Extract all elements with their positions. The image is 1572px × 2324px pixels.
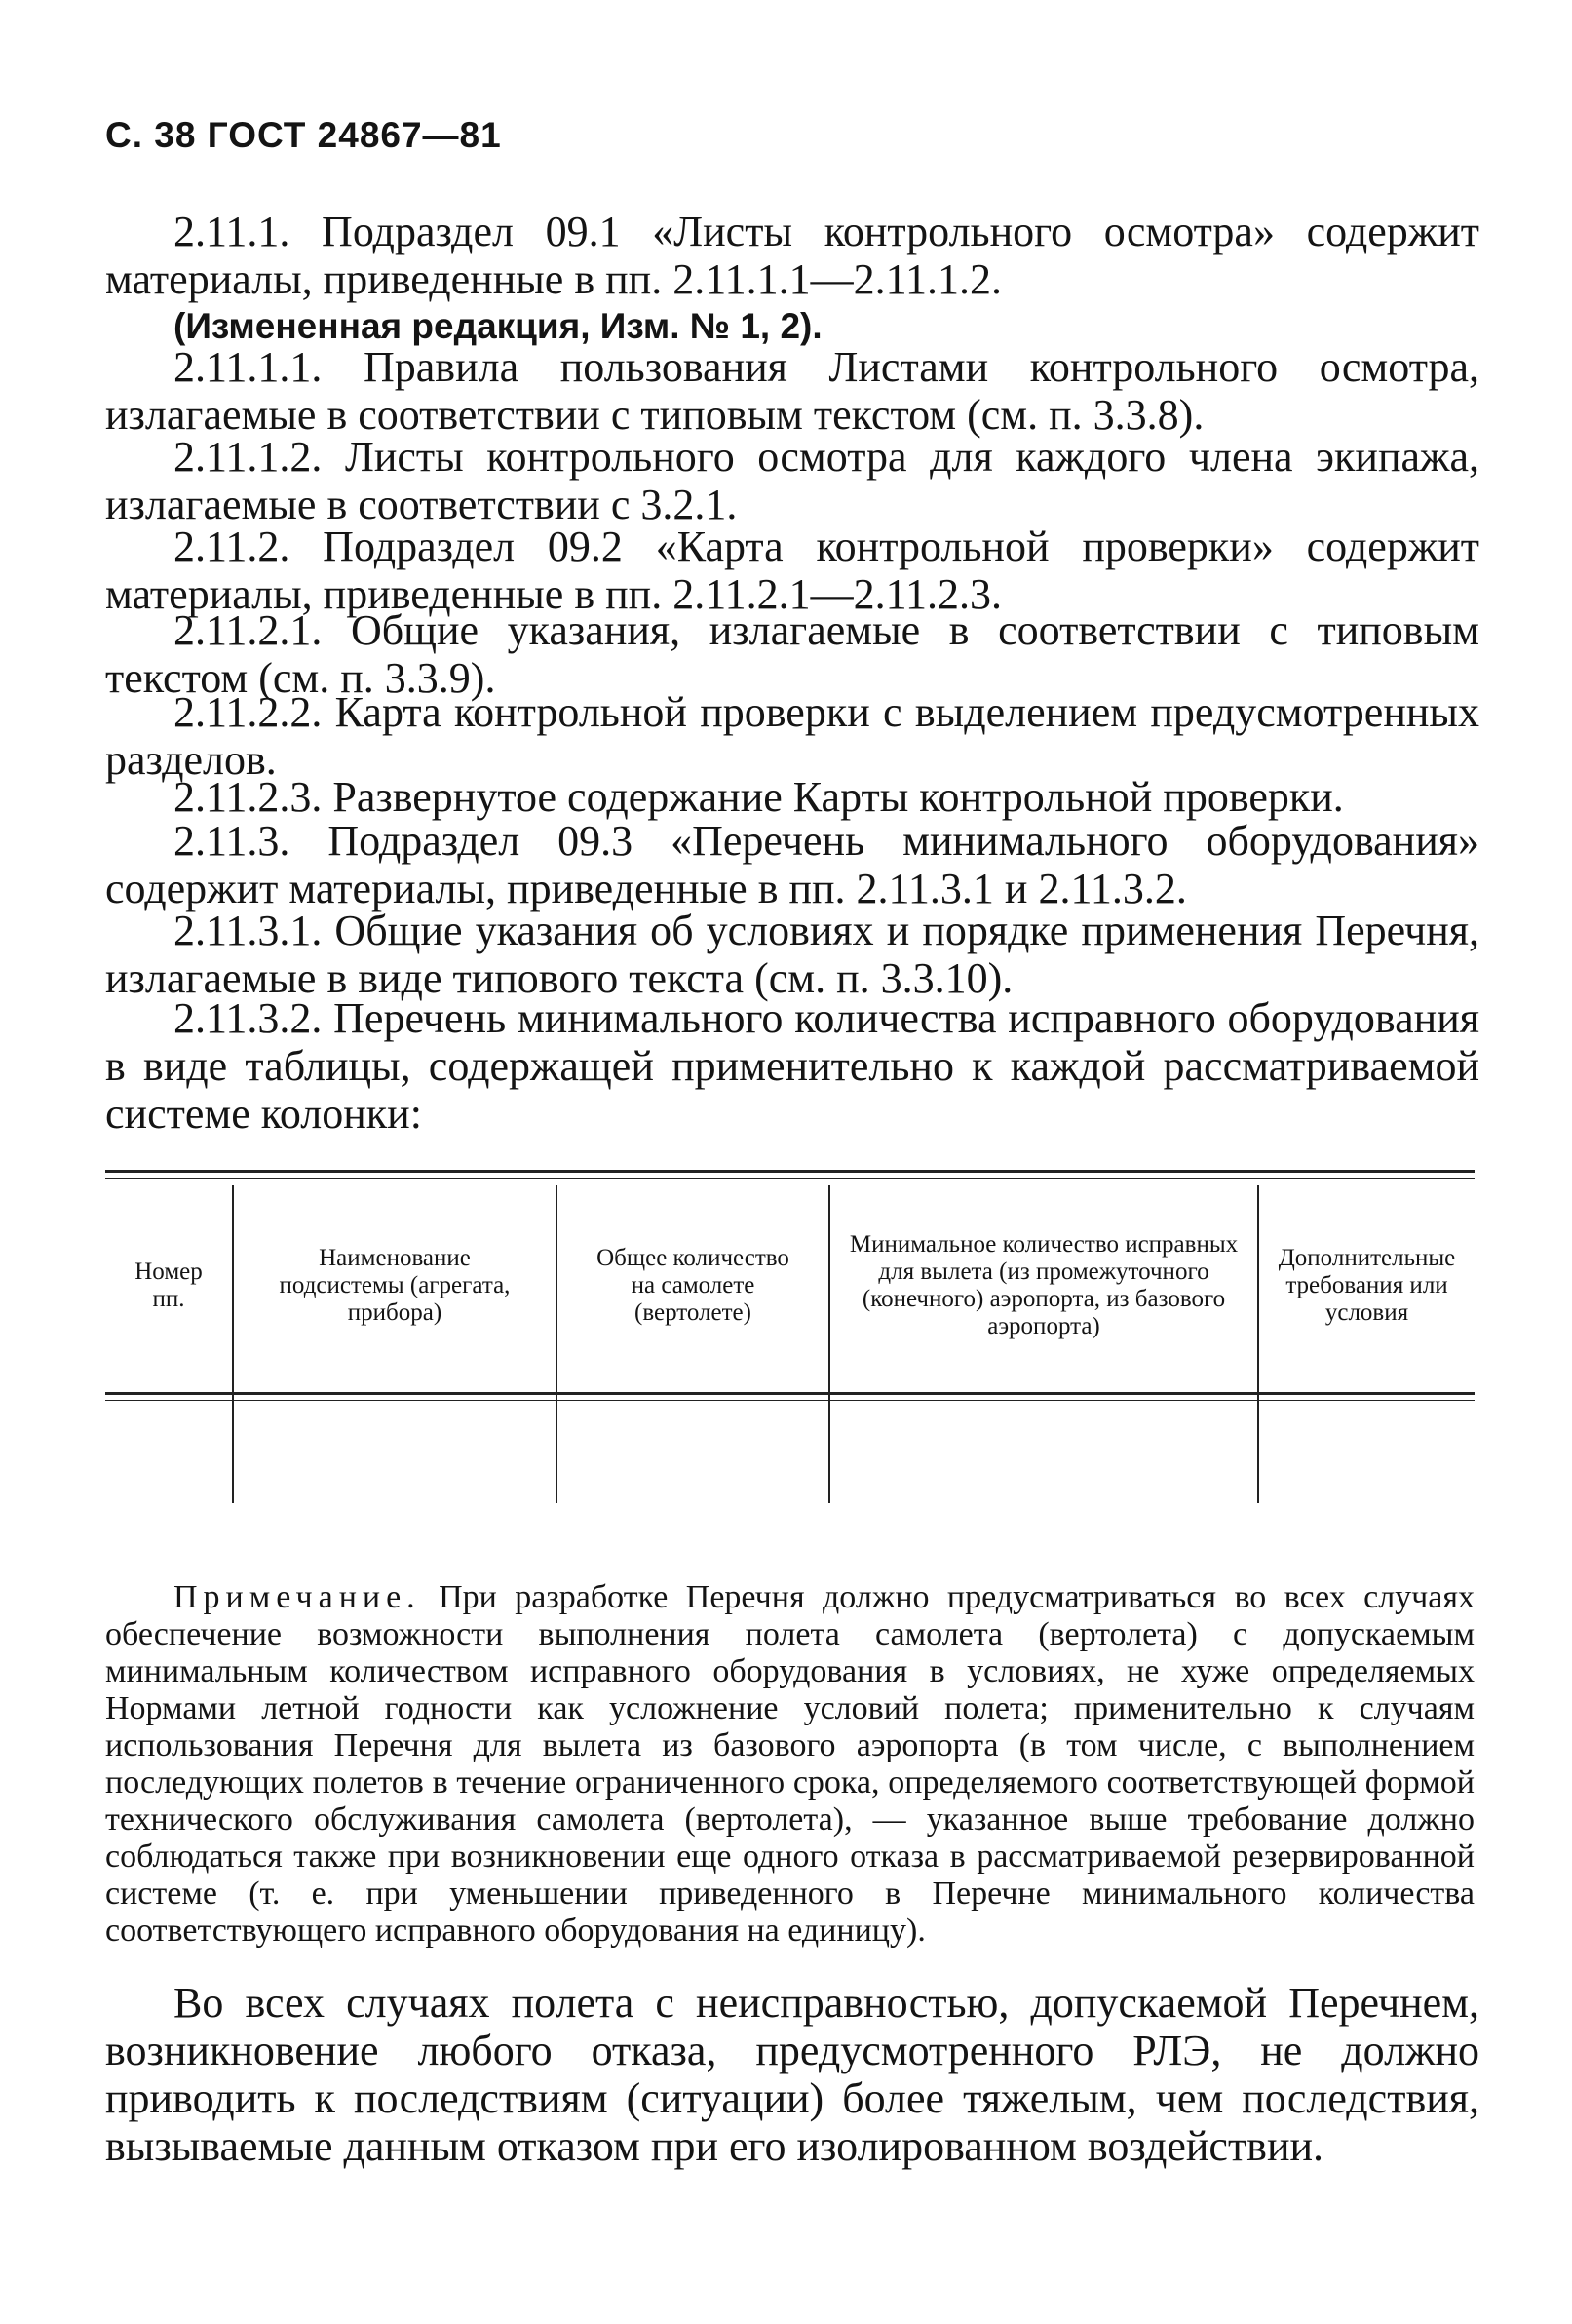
table-top-rule-inner [105,1178,1475,1179]
paragraph-2-11-1-2: 2.11.1.2. Листы контрольного осмотра для каждого члена экипажа, излагаемые в соответствии с 3.2.1. [105,433,1479,528]
paragraph-2-11-2-3: 2.11.2.3. Развернутое содержание Карты контрольной проверки. [173,773,1344,821]
table-note [105,1579,1475,1950]
table-header-rule-inner [105,1400,1475,1401]
column-header-subsystem: Наименование подсистемы (агрегата, прибора) [279,1245,511,1326]
table-top-rule [105,1170,1475,1173]
table-header-rule [105,1392,1475,1395]
paragraph-2-11-2: 2.11.2. Подраздел 09.2 «Карта контрольной проверки» содержит материалы, приведенные в пп. 2.11.2.1—2.11.2.3. [105,523,1479,618]
column-header-additional-requirements: Дополнительные требования или условия [1278,1245,1456,1326]
column-header-minimum-quantity: Минимальное количество исправных для вылета (из промежуточного (конечного) аэропорта, из базового аэропорта) [849,1231,1239,1339]
paragraph-2-11-1-1: 2.11.1.1. Правила пользования Листами контрольного осмотра, излагаемые в соответствии с типовым текстом (см. п. 3.3.8). [105,343,1479,439]
paragraph-2-11-2-1: 2.11.2.1. Общие указания, излагаемые в соответствии с типовым текстом (см. п. 3.3.9). [105,606,1479,702]
paragraph-2-11-3-1: 2.11.3.1. Общие указания об условиях и порядке применения Перечня, излагаемые в виде типового текста (см. п. 3.3.10). [105,907,1479,1002]
paragraph-2-11-3-2: 2.11.3.2. Перечень минимального количества исправного оборудования в виде таблицы, содержащей применительно к каждой рассматриваемой системе колонки: [105,994,1479,1138]
paragraph-2-11-3: 2.11.3. Подраздел 09.3 «Перечень минимального оборудования» содержит материалы, приведенные в пп. 2.11.3.1 и 2.11.3.2. [105,817,1479,912]
equipment-table [105,1170,1475,1503]
closing-paragraph: Во всех случаях полета с неисправностью, допускаемой Перечнем, возникновение любого отказа, предусмотренного РЛЭ, не должно приводить к последствиям (ситуации) более тяжелым, чем последствия, вызываемые данным отказом при его изолированном воздействии. [105,1979,1479,2170]
paragraph-2-11-1: 2.11.1. Подраздел 09.1 «Листы контрольного осмотра» содержит материалы, приведенные в пп. 2.11.1.1—2.11.1.2. [105,208,1479,303]
amendment-note: (Измененная редакция, Изм. № 1, 2). [173,306,823,346]
column-header-number: Номер пп. [134,1259,203,1312]
paragraph-2-11-2-2: 2.11.2.2. Карта контрольной проверки с выделением предусмотренных разделов. [105,688,1479,784]
note-text: При разработке Перечня должно предусматриваться во всех случаях обеспечение возможности выполнения полета самолета (вертолета) с допускаемым минимальным количеством исправного оборудования в условиях, не хуже определяемых Нормами летной годности как усложнение условий полета; применительно к случаям использования Перечня для вылета из базового аэропорта (в том числе, с выполнением последующих полетов в течение ограниченного срока, определяемого соответствующей формой технического обслуживания самолета (вертолета), — указанное выше требование должно соблюдаться также при возникновении еще одного отказа в рассматриваемой резервированной системе (т. е. при уменьшении приведенного в Перечне минимального количества соответствующего исправного оборудования на единицу). [105,1579,1475,1949]
note-label: Примечание. [173,1579,421,1615]
page-header: С. 38 ГОСТ 24867—81 [105,115,502,155]
column-header-total-quantity: Общее количество на самолете (вертолете) [596,1245,789,1326]
